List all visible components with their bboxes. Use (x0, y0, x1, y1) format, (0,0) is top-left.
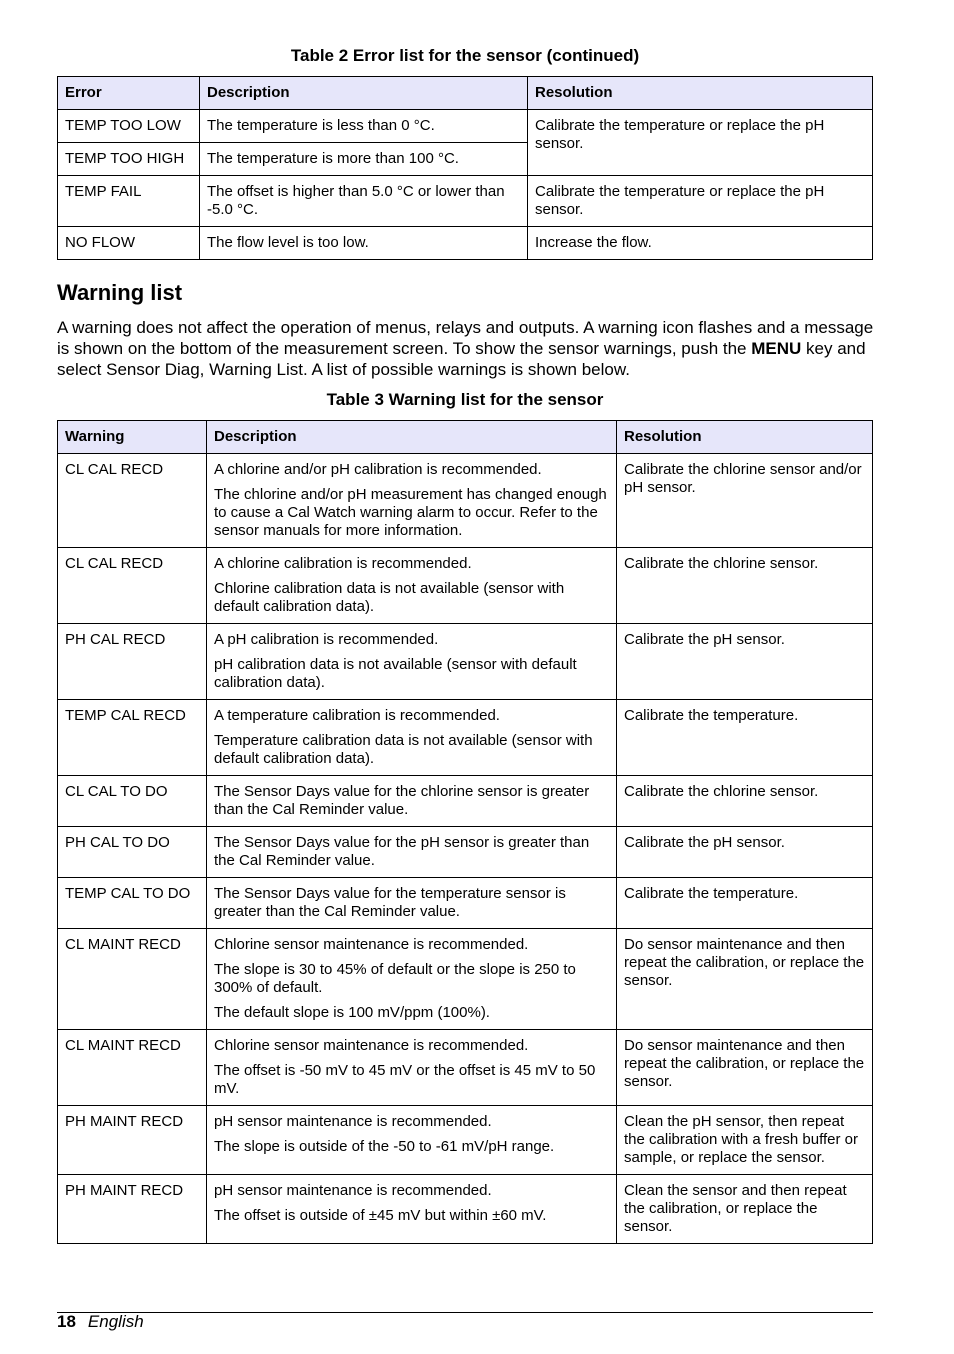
description-paragraph: The offset is -50 mV to 45 mV or the offset is 45 mV to 50 mV. (214, 1062, 596, 1097)
column-header-description: Description (200, 77, 528, 110)
resolution-cell: Clean the pH sensor, then repeat the calibration with a fresh buffer or sample, or replace the sensor. (617, 1106, 873, 1175)
resolution-cell: Clean the sensor and then repeat the calibration, or replace the sensor. (617, 1175, 873, 1244)
table-row (58, 624, 873, 700)
description-paragraph: Chlorine sensor maintenance is recommended. (214, 1037, 529, 1054)
description-cell (207, 1106, 617, 1175)
resolution-cell: Increase the flow. (528, 227, 873, 260)
warning-cell: CL MAINT RECD (58, 929, 207, 1030)
description-cell (207, 624, 617, 700)
warning-cell: PH MAINT RECD (58, 1175, 207, 1244)
intro-paragraph (57, 317, 877, 380)
table-row (58, 176, 873, 227)
table-row (58, 454, 873, 548)
menu-key-label: MENU (751, 339, 802, 358)
resolution-cell: Calibrate the pH sensor. (617, 827, 873, 878)
table-row (58, 1175, 873, 1244)
description-paragraph: A pH calibration is recommended. (214, 631, 439, 648)
description-paragraph: A chlorine and/or pH calibration is recommended. (214, 461, 542, 478)
description-cell (207, 1175, 617, 1244)
column-header-resolution: Resolution (617, 421, 873, 454)
resolution-cell: Calibrate the pH sensor. (617, 624, 873, 700)
description-cell (207, 776, 617, 827)
table-header-row (58, 421, 873, 454)
error-table (57, 76, 873, 260)
table-row (58, 227, 873, 260)
warning-cell: PH CAL TO DO (58, 827, 207, 878)
description-paragraph: A temperature calibration is recommended. (214, 707, 500, 724)
warning-cell: CL CAL RECD (58, 548, 207, 624)
resolution-cell: Calibrate the chlorine sensor. (617, 776, 873, 827)
table-row (58, 700, 873, 776)
description-paragraph: The Sensor Days value for the pH sensor is greater than the Cal Reminder value. (214, 834, 590, 869)
resolution-cell: Calibrate the temperature. (617, 700, 873, 776)
table-row (58, 1030, 873, 1106)
table2-caption: Table 2 Error list for the sensor (continued) (290, 46, 640, 65)
table3-caption: Table 3 Warning list for the sensor (326, 390, 604, 409)
description-paragraph: pH calibration data is not available (sensor with default calibration data). (214, 656, 577, 691)
description-paragraph: Chlorine sensor maintenance is recommended. (214, 936, 529, 953)
description-paragraph: The default slope is 100 mV/ppm (100%). (214, 1004, 490, 1021)
page-footer (57, 1312, 144, 1332)
column-header-description: Description (207, 421, 617, 454)
warning-cell: CL MAINT RECD (58, 1030, 207, 1106)
table-row (58, 776, 873, 827)
description-paragraph: pH sensor maintenance is recommended. (214, 1182, 492, 1199)
table-header-row (58, 77, 873, 110)
table-row (58, 929, 873, 1030)
resolution-cell: Do sensor maintenance and then repeat the calibration, or replace the sensor. (617, 1030, 873, 1106)
column-header-resolution: Resolution (528, 77, 873, 110)
description-cell (207, 929, 617, 1030)
description-cell: The flow level is too low. (200, 227, 528, 260)
resolution-cell: Calibrate the temperature or replace the pH sensor. (528, 110, 873, 176)
warning-cell: PH MAINT RECD (58, 1106, 207, 1175)
section-heading: Warning list (57, 280, 183, 305)
description-paragraph: Temperature calibration data is not available (sensor with default calibration data). (214, 732, 593, 767)
resolution-cell: Calibrate the chlorine sensor and/or pH sensor. (617, 454, 873, 548)
resolution-cell: Calibrate the temperature or replace the pH sensor. (528, 176, 873, 227)
description-cell (207, 1030, 617, 1106)
table-row (58, 110, 873, 143)
warning-rows (58, 454, 873, 1244)
description-paragraph: pH sensor maintenance is recommended. (214, 1113, 492, 1130)
description-cell (207, 454, 617, 548)
description-paragraph: The Sensor Days value for the chlorine sensor is greater than the Cal Reminder value. (214, 783, 590, 818)
description-paragraph: The Sensor Days value for the temperature sensor is greater than the Cal Reminder value. (214, 885, 566, 920)
resolution-cell: Do sensor maintenance and then repeat the calibration, or replace the sensor. (617, 929, 873, 1030)
error-cell: TEMP FAIL (58, 176, 200, 227)
warning-cell: CL CAL TO DO (58, 776, 207, 827)
description-paragraph: Chlorine calibration data is not available (sensor with default calibration data). (214, 580, 565, 615)
footer-rule (57, 1312, 873, 1313)
description-cell (207, 878, 617, 929)
column-header-error: Error (58, 77, 200, 110)
description-paragraph: The slope is 30 to 45% of default or the slope is 250 to 300% of default. (214, 961, 576, 996)
column-header-warning: Warning (58, 421, 207, 454)
warning-table (57, 420, 873, 1244)
description-paragraph: A chlorine calibration is recommended. (214, 555, 472, 572)
error-cell: TEMP TOO HIGH (58, 143, 200, 176)
description-cell: The offset is higher than 5.0 °C or lower than -5.0 °C. (200, 176, 528, 227)
table-row (58, 827, 873, 878)
description-cell: The temperature is less than 0 °C. (200, 110, 528, 143)
description-paragraph: The offset is outside of ±45 mV but within ±60 mV. (214, 1207, 547, 1224)
description-paragraph: The slope is outside of the -50 to -61 mV/pH range. (214, 1138, 555, 1155)
page-number: 18 (57, 1312, 76, 1331)
table-row (58, 548, 873, 624)
resolution-cell: Calibrate the temperature. (617, 878, 873, 929)
footer-language: English (87, 1312, 144, 1331)
warning-cell: TEMP CAL TO DO (58, 878, 207, 929)
description-cell (207, 827, 617, 878)
resolution-cell: Calibrate the chlorine sensor. (617, 548, 873, 624)
warning-cell: TEMP CAL RECD (58, 700, 207, 776)
error-cell: TEMP TOO LOW (58, 110, 200, 143)
warning-cell: CL CAL RECD (58, 454, 207, 548)
error-cell: NO FLOW (58, 227, 200, 260)
intro-text: A warning does not affect the operation of menus, relays and outputs. A warning icon flashes and a message is shown on the bottom of the measurement screen. To show the sensor warnings, push the (57, 318, 874, 358)
table-row (58, 878, 873, 929)
description-paragraph: The chlorine and/or pH measurement has changed enough to cause a Cal Watch warning alarm to occur. Refer to the sensor manuals for more information. (214, 486, 607, 539)
description-cell (207, 548, 617, 624)
description-cell: The temperature is more than 100 °C. (200, 143, 528, 176)
intro-text-end: key and select Sensor Diag, Warning List. A list of possible warnings is shown below. (57, 339, 866, 379)
warning-cell: PH CAL RECD (58, 624, 207, 700)
description-cell (207, 700, 617, 776)
table-row (58, 1106, 873, 1175)
